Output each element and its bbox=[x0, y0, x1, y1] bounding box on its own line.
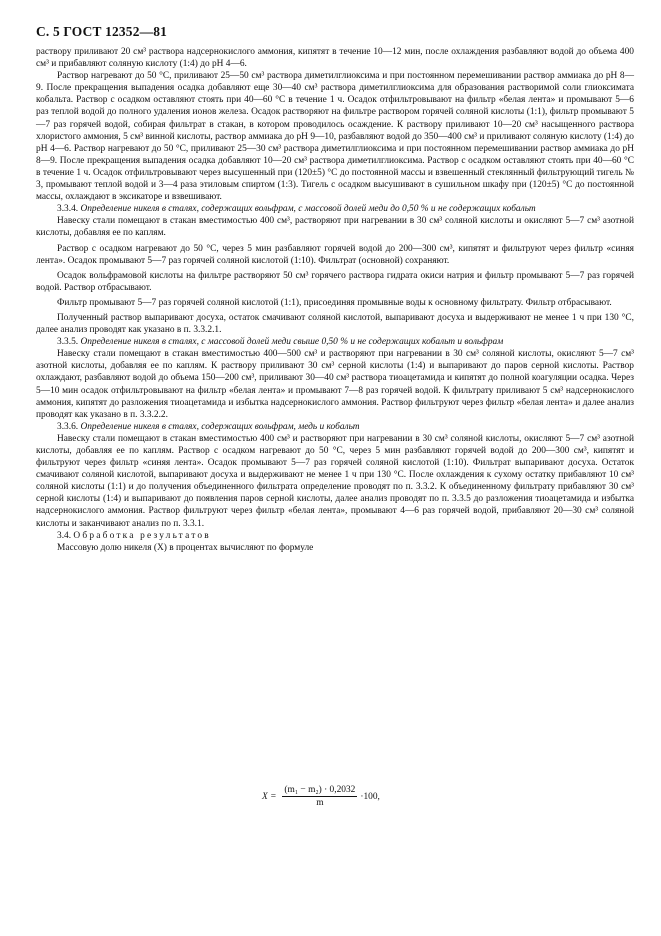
paragraph: Раствор с осадком нагревают до 50 °С, через 5 мин разбавляют горячей водой до 200—300 см³, кипятят и фильтруют через фильтр «синяя лента». Осадок промывают 5—7 раз горячей соляной кислотой (1:10). Фильтрат (основной) сохраняют. bbox=[36, 243, 634, 266]
paragraph: Навеску стали помещают в стакан вместимостью 400 см³, растворяют при нагревании в 30 см³ соляной кислоты и окисляют 5—7 см³ азотной кислоты, добавляя ее по каплям. bbox=[36, 216, 634, 239]
paragraph: Осадок вольфрамовой кислоты на фильтре растворяют 50 см³ горячего раствора гидрата окиси натрия и фильтр промывают 5—7 раз горячей водой. Раствор отбрасывают. bbox=[36, 270, 634, 293]
section-heading-3-3-4 bbox=[36, 203, 634, 215]
formula-numerator: (m₁ − m₂) · 0,2032 bbox=[284, 785, 356, 795]
section-heading-3-3-6 bbox=[36, 421, 634, 433]
section-number: 3.3.4. bbox=[57, 204, 79, 215]
section-number: 3.3.6. bbox=[57, 421, 79, 432]
section-number: 3.4. bbox=[57, 530, 72, 541]
section-heading-3-3-5 bbox=[36, 336, 634, 348]
section-title: Определение никеля в сталях, содержащих вольфрам, с массовой долей меди до 0,50 % и не содержащих кобальт bbox=[80, 204, 536, 215]
paragraph: Раствор нагревают до 50 °С, приливают 25—50 см³ раствора диметилглиоксима и при постоянном перемешивании раствор аммиака до pH 8—9. После прекращения выпадения осадка добавляют еще 30—40 см³ раствора диметилглиоксима для образования растворимой соли глиоксимата кобальта. Раствор с осадком оставляют стоять при 40—60 °С в течение 1 ч. Осадок отфильтровывают на фильтр «белая лента» и промывают 5—6 раз теплой водой до полного удаления ионов железа. Осадок растворяют на фильтре раствором горячей соляной кислоты (1:1), фильтр промывают 5—7 раз горячей водой, собирая фильтрат в стакан, в котором проводилось осаждение. К раствору приливают 10—20 см³ насыщенного раствора хлористого аммония, 5 см³ винной кислоты, раствор аммиака до pH 9—10, разбавляют водой до 350—400 см³ и приливают соляную кислоту (1:4) до pH 4—6. Раствор нагревают до 50 °С, приливают 25—30 см³ раствора диметилглиоксима и при постоянном перемешивании раствор аммиака до pH 8—9. После прекращения выпадения осадка добавляют 10—20 см³ раствора диметилглиоксима. Раствор с осадком оставляют стоять при 40—60 °С в течение 1 ч. Осадок отфильтровывают через высушенный при (120±5) °С до постоянной массы и взвешенный стеклянный фильтрующий тигель № 3, промывают теплой водой и 3—4 раза этиловым спиртом (1:3). Тигель с осадком высушивают в сушильном шкафу при (120±5) °С до постоянной массы, охлаждают в эксикаторе и взвешивают. bbox=[36, 71, 634, 203]
section-title: Определение никеля в сталях, с массовой долей меди свыше 0,50 % и не содержащих кобальт и вольфрам bbox=[80, 337, 504, 348]
paragraph: Фильтр промывают 5—7 раз горячей соляной кислотой (1:1), присоединяя промывные воды к основному фильтрату. Фильтр отбрасывают. bbox=[57, 297, 612, 308]
section-title: Определение никеля в сталях, содержащих вольфрам, медь и кобальт bbox=[80, 421, 360, 432]
formula-denominator: m bbox=[316, 798, 324, 808]
nickel-formula bbox=[262, 785, 380, 808]
paragraph: Массовую долю никеля (X) в процентах вычисляют по формуле bbox=[57, 542, 314, 553]
formula-lhs: X = bbox=[262, 791, 277, 802]
section-number: 3.3.5. bbox=[57, 337, 79, 348]
formula-fraction bbox=[282, 785, 357, 808]
formula-rhs: ·100, bbox=[360, 791, 380, 802]
paragraph: раствору приливают 20 см³ раствора надсернокислого аммония, кипятят в течение 10—12 мин, после охлаждения разбавляют водой до объема 400 см³ и прибавляют соляную кислоту (1:4) до pH 4—6. bbox=[36, 47, 634, 70]
paragraph: Полученный раствор выпаривают досуха, остаток смачивают соляной кислотой, выпаривают досуха и выдерживают не менее 1 ч при 130 °С, далее анализ проводят как указано в п. 3.3.2.1. bbox=[36, 312, 634, 336]
section-title: Обработка результатов bbox=[73, 530, 211, 541]
paragraph: Навеску стали помещают в стакан вместимостью 400 см³ и растворяют при нагревании в 30 см³ соляной кислоты, окисляют 5—7 см³ азотной кислоты, добавляя ее по каплям. Раствор с осадком нагревают до 50 °С, через 5 мин разбавляют горячей водой до 200—300 см³, кипятят и фильтруют через фильтр «синяя лента». Осадок промывают 5—7 раз горячей соляной кислотой (1:10). Фильтрат выпаривают досуха. Остаток смачивают соляной кислотой, выпаривают досуха и выдерживают не менее 1 ч при 130 °С. После охлаждения к сухому остатку прибавляют 10 см³ соляной кислоты (1:1) и до получения объединенного фильтрата определение проводят по п. 3.3.2. К объединенному фильтрату прибавляют 30 см³ серной кислоты (1:4) и выпаривают до появления паров серной кислоты, далее анализ проводят по п. 3.3.5 до разложения тиоацетамида и избытка надсернокислого аммония. Раствор фильтруют через фильтр «белая лента», промывают 4—6 раз горячей водой, прибавляют 20—30 см³ соляной кислоты и заканчивают анализ по п. 3.3.1. bbox=[36, 433, 634, 529]
page-header: С. 5 ГОСТ 12352—81 bbox=[36, 24, 167, 39]
document-body bbox=[36, 46, 634, 554]
paragraph: Навеску стали помещают в стакан вместимостью 400—500 см³ и растворяют при нагревании в 30 см³ соляной кислоты, окисляют 5—7 см³ азотной кислоты, добавляя ее по каплям. К раствору приливают 30 см³ серной кислоты (1:4) и выпаривают до паров серной кислоты. Раствор охлаждают, разбавляют водой до объема 150—200 см³, приливают 30—40 см³ раствора тиоацетамида и кипятят до полной коагуляции осадка. Через 5—10 мин осадок отфильтровывают на фильтр «белая лента» и промывают 7—8 раз горячей водой. К фильтрату приливают 5 см³ надсернокислого аммония, кипятят до разложения тиоацетамида и избытка надсернокислого аммония. Раствор фильтруют через фильтр «белая лента» и далее анализ проводят как указано в п. 3.3.2.2. bbox=[36, 349, 634, 420]
section-heading-3-4 bbox=[36, 530, 634, 542]
